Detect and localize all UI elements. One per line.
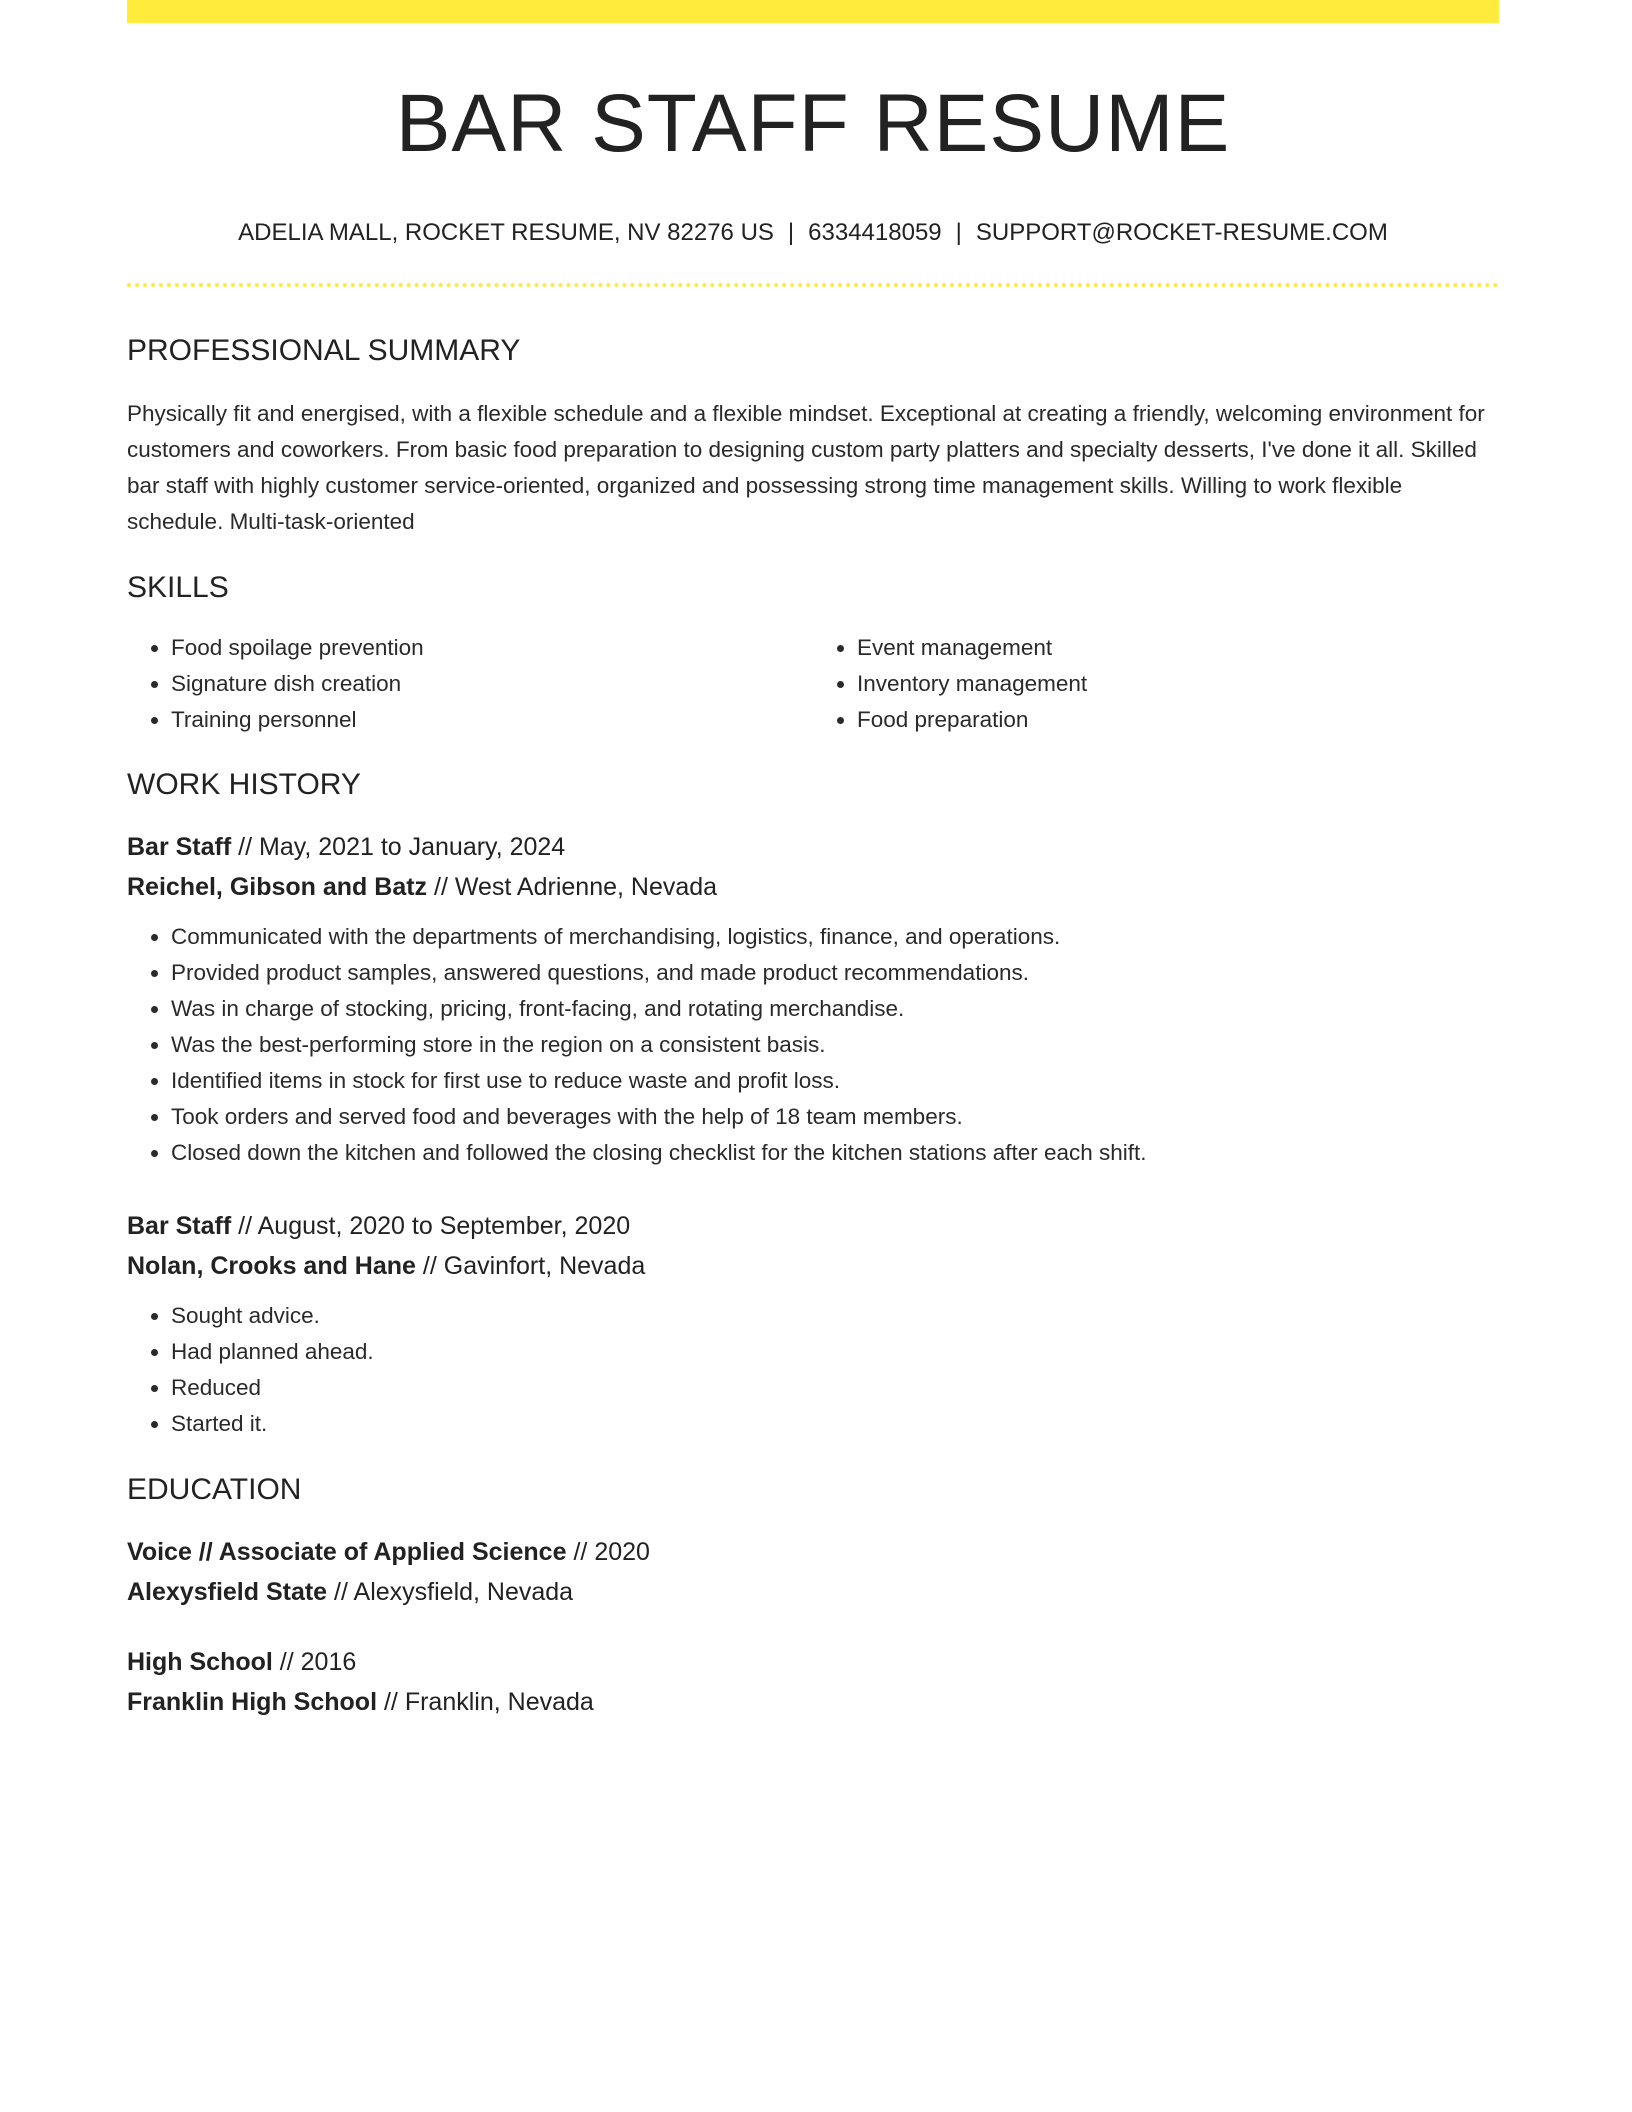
job-dates: May, 2021 to January, 2024: [259, 832, 566, 861]
contact-separator: |: [955, 219, 962, 246]
skill-item: • Food preparation: [857, 702, 1499, 738]
skills-list: [127, 630, 1499, 738]
field-separator: //: [573, 1537, 588, 1566]
job-company: Nolan, Crooks and Hane: [127, 1251, 416, 1280]
job-bullet: • Took orders and served food and beverages with the help of 18 team members.: [171, 1099, 1499, 1135]
job-title: Bar Staff: [127, 1211, 232, 1240]
skill-item: • Food spoilage prevention: [171, 630, 813, 666]
job-bullet: • Provided product samples, answered questions, and made product recommendations.: [171, 955, 1499, 991]
job-bullet: • Sought advice.: [171, 1298, 1499, 1334]
job-entry: [127, 1206, 1499, 1286]
job-company: Reichel, Gibson and Batz: [127, 872, 428, 901]
job-bullet: • Had planned ahead.: [171, 1334, 1499, 1370]
job-company-line: [127, 867, 1499, 907]
field-separator: //: [238, 1211, 253, 1240]
header-divider: [127, 283, 1499, 287]
job-bullet: • Communicated with the departments of merchandising, logistics, finance, and operations.: [171, 919, 1499, 955]
education-location: Alexysfield, Nevada: [353, 1577, 574, 1606]
job-bullet: • Identified items in stock for first use to reduce waste and profit loss.: [171, 1063, 1499, 1099]
resume-title: BAR STAFF RESUME: [395, 78, 1231, 169]
skill-item: • Inventory management: [857, 666, 1499, 702]
education-heading: EDUCATION: [127, 1472, 302, 1506]
job-company-line: [127, 1246, 1499, 1286]
field-separator: //: [434, 872, 448, 901]
job-location: West Adrienne, Nevada: [454, 872, 718, 901]
skills-heading: SKILLS: [127, 570, 229, 604]
education-entry: [127, 1642, 1499, 1722]
education-location: Franklin, Nevada: [404, 1687, 594, 1716]
education-year: 2020: [594, 1537, 650, 1566]
summary-text: Physically fit and energised, with a flexible schedule and a flexible mindset. Exceptional at creating a friendly, welcoming environment for customers and coworkers. From basic food preparation to designing custom party platters and specialty desserts, I've done it all. Skilled bar staff with highly customer service-oriented, organized and possessing strong time management skills. Willing to work flexible schedule. Multi-task-oriented: [127, 400, 1485, 534]
job-bullet: • Closed down the kitchen and followed the closing checklist for the kitchen stations after each shift.: [171, 1135, 1499, 1171]
skills-column-right: [813, 630, 1499, 738]
job-title-line: [127, 827, 1499, 867]
field-separator: //: [422, 1251, 437, 1280]
job-bullet: • Was in charge of stocking, pricing, front-facing, and rotating merchandise.: [171, 991, 1499, 1027]
field-separator: //: [383, 1687, 398, 1716]
skill-item: • Event management: [857, 630, 1499, 666]
education-school-line: [127, 1682, 1499, 1722]
job-location: Gavinfort, Nevada: [443, 1251, 646, 1280]
contact-separator: |: [787, 219, 795, 246]
contact-email: SUPPORT@ROCKET-RESUME.COM: [975, 219, 1388, 246]
work-history-heading: WORK HISTORY: [127, 767, 361, 801]
education-entry: [127, 1532, 1499, 1612]
resume-page: [127, 0, 1499, 1722]
job-bullet: • Started it.: [171, 1406, 1499, 1442]
job-entry: [127, 827, 1499, 907]
top-accent-bar: [127, 0, 1499, 23]
skills-column-left: [127, 630, 813, 738]
job-title-line: [127, 1206, 1499, 1246]
job-bullets: [127, 1298, 1499, 1442]
job-bullet: • Reduced: [171, 1370, 1499, 1406]
field-separator: //: [238, 832, 253, 861]
education-school: Franklin High School: [127, 1687, 378, 1716]
skill-item: • Signature dish creation: [171, 666, 813, 702]
contact-phone: 6334418059: [808, 219, 942, 246]
education-degree-line: [127, 1532, 1499, 1572]
job-title: Bar Staff: [127, 832, 232, 861]
education-school: Alexysfield State: [127, 1577, 328, 1606]
education-degree: Voice // Associate of Applied Science: [127, 1537, 567, 1566]
education-year: 2016: [300, 1647, 357, 1676]
contact-line: [127, 219, 1499, 248]
job-bullet: • Was the best-performing store in the region on a consistent basis.: [171, 1027, 1499, 1063]
skill-item: • Training personnel: [171, 702, 813, 738]
education-school-line: [127, 1572, 1499, 1612]
summary-heading: PROFESSIONAL SUMMARY: [127, 333, 521, 367]
education-degree: High School: [127, 1647, 273, 1676]
education-degree-line: [127, 1642, 1499, 1682]
job-dates: August, 2020 to September, 2020: [257, 1211, 631, 1240]
field-separator: //: [279, 1647, 294, 1676]
contact-address: ADELIA MALL, ROCKET RESUME, NV 82276 US: [238, 219, 774, 246]
job-bullets: [127, 919, 1499, 1171]
field-separator: //: [334, 1577, 348, 1606]
